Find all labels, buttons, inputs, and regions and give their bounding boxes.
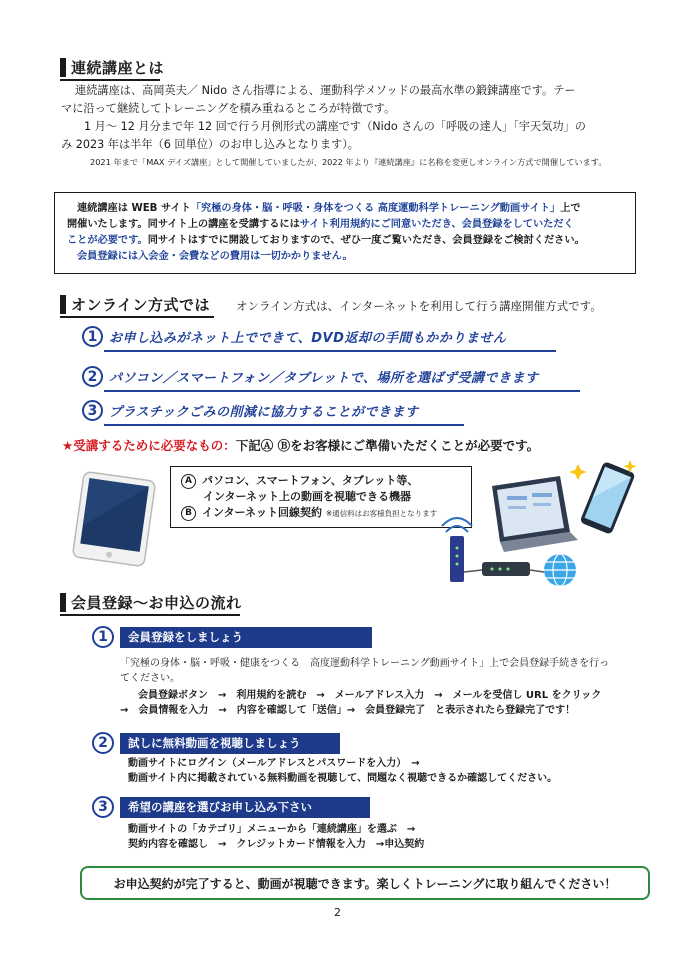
step-3-description: 動画サイトの「カテゴリ」メニューから「連続講座」を選ぶ → 契約内容を確認し → クレジットカード情報を入力 →申込契約 <box>128 824 425 850</box>
devices-illustration <box>440 460 640 588</box>
benefit-point-2: 2 パソコン／スマートフォン／タブレットで、場所を選ばず受講できます <box>82 366 539 387</box>
step-1-flow: 会員登録ボタン → 利用規約を読む → メールアドレス入力 → メールを受信し URL をクリック → 会員情報を入力 → 内容を確認して「送信」→ 会員登録完了 と表示されたら登録完了です！ <box>120 690 602 716</box>
step-2-header: 2 試しに無料動画を視聴しましょう <box>92 732 340 754</box>
section-title: オンライン方式では <box>71 296 211 314</box>
intro-paragraph-1b: マに沿って継続してトレーニングを積み重ねるところが特徴です。 <box>61 102 396 115</box>
requirement-a: A パソコン、スマートフォン、タブレット等、 <box>181 473 461 489</box>
intro-paragraph-2: 1 月～ 12 月分まで年 12 回で行う月例形式の講座です（Nido さんの「呼吸の達人」「宇天気功」の <box>84 120 586 133</box>
history-note: 2021 年まで「MAX デイズ講座」として開催していましたが、2022 年より『連続講座』に名称を変更しオンライン方式で開催しています。 <box>90 157 607 167</box>
benefit-point-3: 3 プラスチックごみの削減に協力することができます <box>82 400 418 421</box>
requirements-box: A パソコン、スマートフォン、タブレット等、 インターネット上の動画を視聴できる機器 B インターネット回線契約 ※通信料はお客様負担となります <box>170 466 472 528</box>
section-header-online <box>60 294 210 315</box>
completion-message-box: お申込契約が完了すると、動画が視聴できます。楽しくトレーニングに取り組んでください！ <box>80 866 650 900</box>
section-title: 連続講座とは <box>71 59 165 77</box>
page-number: 2 <box>334 906 341 919</box>
section-header-registration-flow <box>60 592 242 613</box>
website-info-box: 連続講座は WEB サイト「究極の身体・脳・呼吸・身体をつくる 高度運動科学トレーニング動画サイト」上で 開催いたします。同サイト上の講座を受講するにはサイト利用規約にご同意いただき、会員登録をしていただく ことが必要です。同サイトはすでに開設しておりますので、ぜひ一度ご覧いただき、会員登録をご検討ください。 会員登録には入会金・会費などの費用は一切かかりません。 <box>54 192 636 274</box>
section-title: 会員登録～お申込の流れ <box>71 594 242 612</box>
requirements-line: ★受講するために必要なもの：下記Ⓐ Ⓑをお客様にご準備いただくことが必要です。 <box>62 438 540 453</box>
step-1-description: 「究極の身体・脳・呼吸・健康をつくる 高度運動科学トレーニング動画サイト」上で会員登録手続きを行っ てください。 <box>120 658 610 684</box>
intro-paragraph-2b: み 2023 年は半年（6 回単位）のお申し込みとなります）。 <box>61 138 359 151</box>
tablet-illustration <box>64 470 164 568</box>
online-description: オンライン方式は、インターネットを利用して行う講座開催方式です。 <box>236 299 602 313</box>
step-3-header: 3 希望の講座を選びお申し込み下さい <box>92 796 370 818</box>
step-2-description: 動画サイトにログイン（メールアドレスとパスワードを入力） → 動画サイト内に掲載されている無料動画を視聴して、問題なく視聴できるか確認してください。 <box>128 758 558 784</box>
section-header-series-course <box>60 57 164 78</box>
intro-paragraph-1: 連続講座は、高岡英夫／ Nido さん指導による、運動科学メソッドの最高水準の鍛錬講座です。テー <box>75 84 576 97</box>
benefit-point-1: 1 お申し込みがネット上でできて、DVD返却の手間もかかりません <box>82 326 506 347</box>
step-1-header: 1 会員登録をしましょう <box>92 626 372 648</box>
requirement-b: B インターネット回線契約 ※通信料はお客様負担となります <box>181 505 461 522</box>
